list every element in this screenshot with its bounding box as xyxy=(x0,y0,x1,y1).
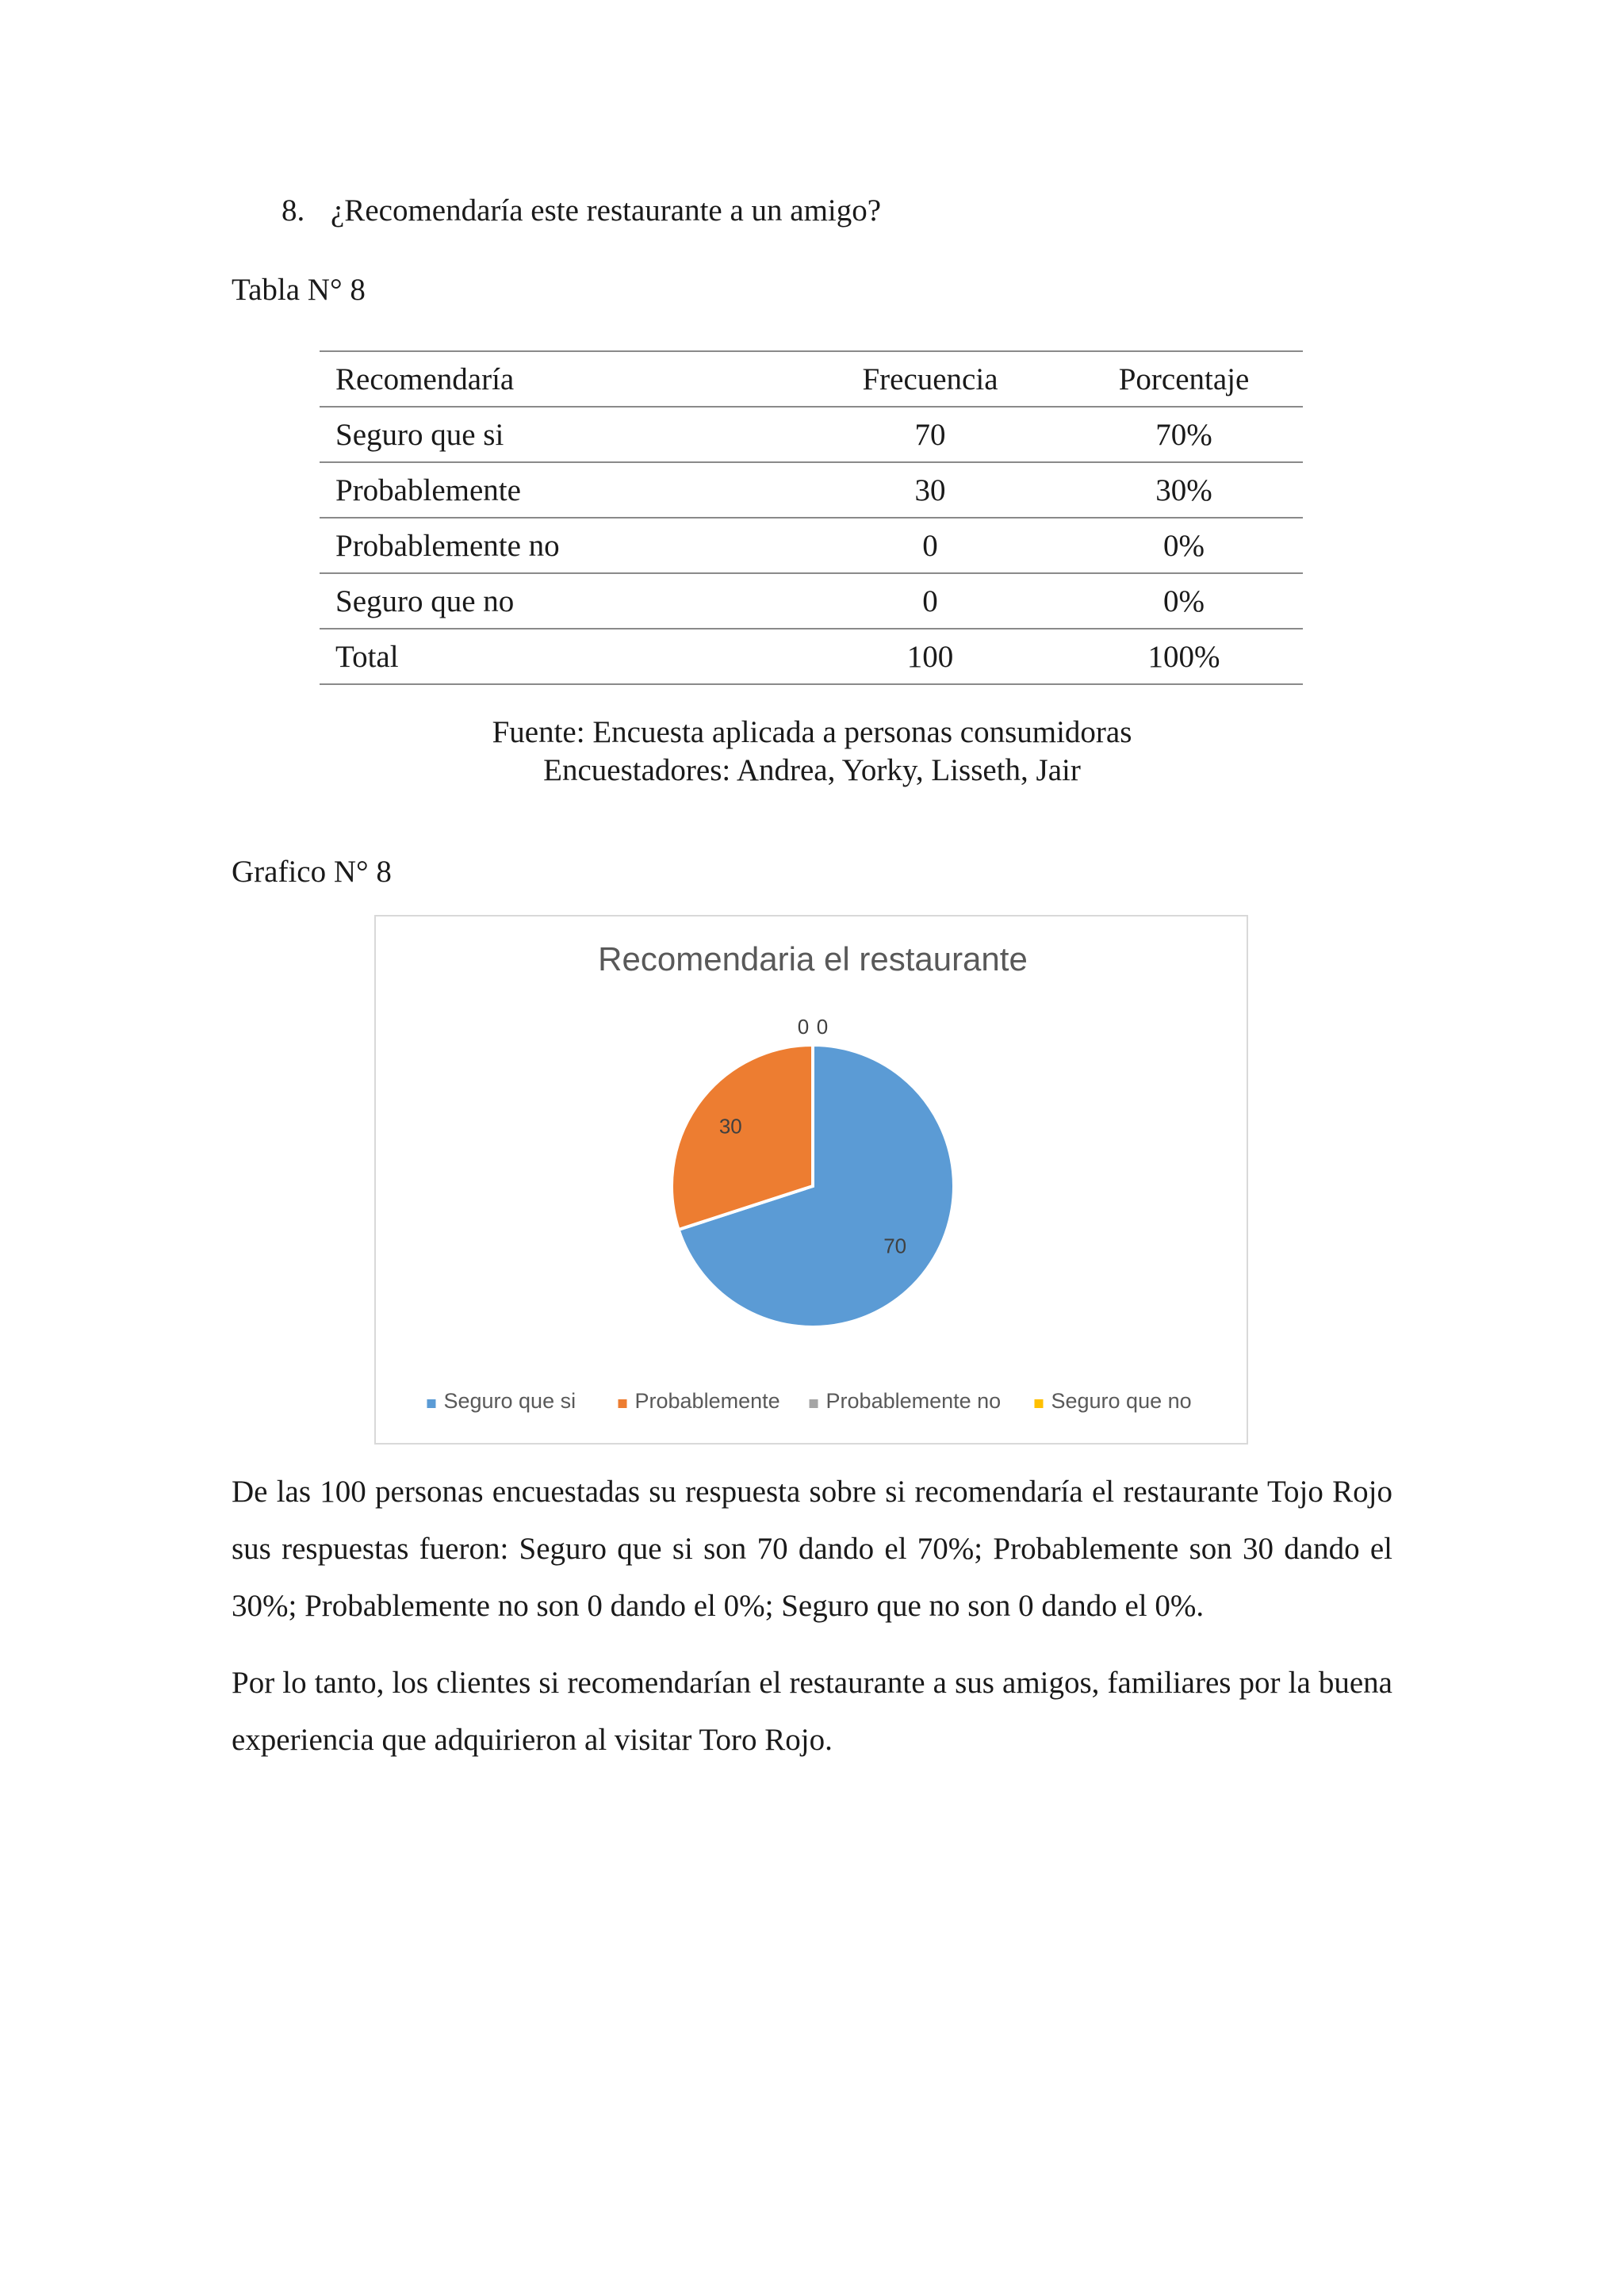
row-frequency: 100 xyxy=(795,629,1065,684)
header-recomendaria: Recomendaría xyxy=(320,351,795,407)
row-percent: 70% xyxy=(1065,407,1303,462)
pie-chart xyxy=(376,916,1250,1446)
row-percent: 30% xyxy=(1065,462,1303,518)
legend-swatch-seguro-que-si xyxy=(427,1399,435,1408)
question-number: 8. xyxy=(282,193,305,228)
chart-title: Recomendaria el restaurante xyxy=(598,940,1028,978)
legend-swatch-probablemente xyxy=(619,1399,627,1408)
legend-swatch-seguro-que-no xyxy=(1034,1399,1043,1408)
data-label-seguro-que-si: 70 xyxy=(883,1234,907,1258)
row-label: Seguro que si xyxy=(320,407,795,462)
header-porcentaje: Porcentaje xyxy=(1065,351,1303,407)
table-row xyxy=(320,573,1303,629)
legend-label-probablemente: Probablemente xyxy=(634,1389,780,1413)
analysis-paragraph: De las 100 personas encuestadas su respuesta sobre si recomendaría el restaurante Tojo Rojo sus respuestas fueron: Seguro que si son 70 dando el 70%; Probablemente son 30 dando el 30%; Probablemente no son 0 dando el 0%; Seguro que no son 0 dando el 0%. xyxy=(232,1475,1392,1623)
conclusion-paragraph: Por lo tanto, los clientes si recomendarían el restaurante a sus amigos, familiares por la buena experiencia que adquirieron al visitar Toro Rojo. xyxy=(232,1666,1392,1757)
table-header-row xyxy=(320,351,1303,407)
question-heading xyxy=(282,190,881,232)
legend-label-probablemente-no: Probablemente no xyxy=(825,1389,1002,1413)
table-total-row xyxy=(320,629,1303,684)
row-label: Total xyxy=(320,629,795,684)
legend-label-seguro-que-no: Seguro que no xyxy=(1051,1389,1192,1413)
chart-caption: Grafico N° 8 xyxy=(232,855,392,889)
table-row xyxy=(320,518,1303,573)
legend-label-seguro-que-si: Seguro que si xyxy=(443,1389,576,1413)
frequency-table xyxy=(320,350,1303,685)
data-label-seguro-que-no: 0 xyxy=(816,1015,829,1039)
header-frecuencia: Frecuencia xyxy=(795,351,1065,407)
data-label-probablemente: 30 xyxy=(718,1114,742,1138)
legend-swatch-probablemente-no xyxy=(810,1399,818,1408)
row-frequency: 30 xyxy=(795,462,1065,518)
row-frequency: 0 xyxy=(795,518,1065,573)
row-percent: 0% xyxy=(1065,573,1303,629)
table-row xyxy=(320,462,1303,518)
row-frequency: 70 xyxy=(795,407,1065,462)
data-label-probablemente-no: 0 xyxy=(797,1015,810,1039)
table-source-note xyxy=(0,714,1624,790)
surveyors-line: Encuestadores: Andrea, Yorky, Lisseth, Jair xyxy=(543,753,1081,787)
row-label: Seguro que no xyxy=(320,573,795,629)
row-frequency: 0 xyxy=(795,573,1065,629)
pie-chart-frame xyxy=(374,915,1248,1445)
question-text: ¿Recomendaría este restaurante a un amigo? xyxy=(331,193,882,228)
row-percent: 0% xyxy=(1065,518,1303,573)
table-caption: Tabla N° 8 xyxy=(232,273,366,307)
row-label: Probablemente xyxy=(320,462,795,518)
row-label: Probablemente no xyxy=(320,518,795,573)
row-percent: 100% xyxy=(1065,629,1303,684)
source-line: Fuente: Encuesta aplicada a personas consumidoras xyxy=(492,715,1132,749)
table-row xyxy=(320,407,1303,462)
